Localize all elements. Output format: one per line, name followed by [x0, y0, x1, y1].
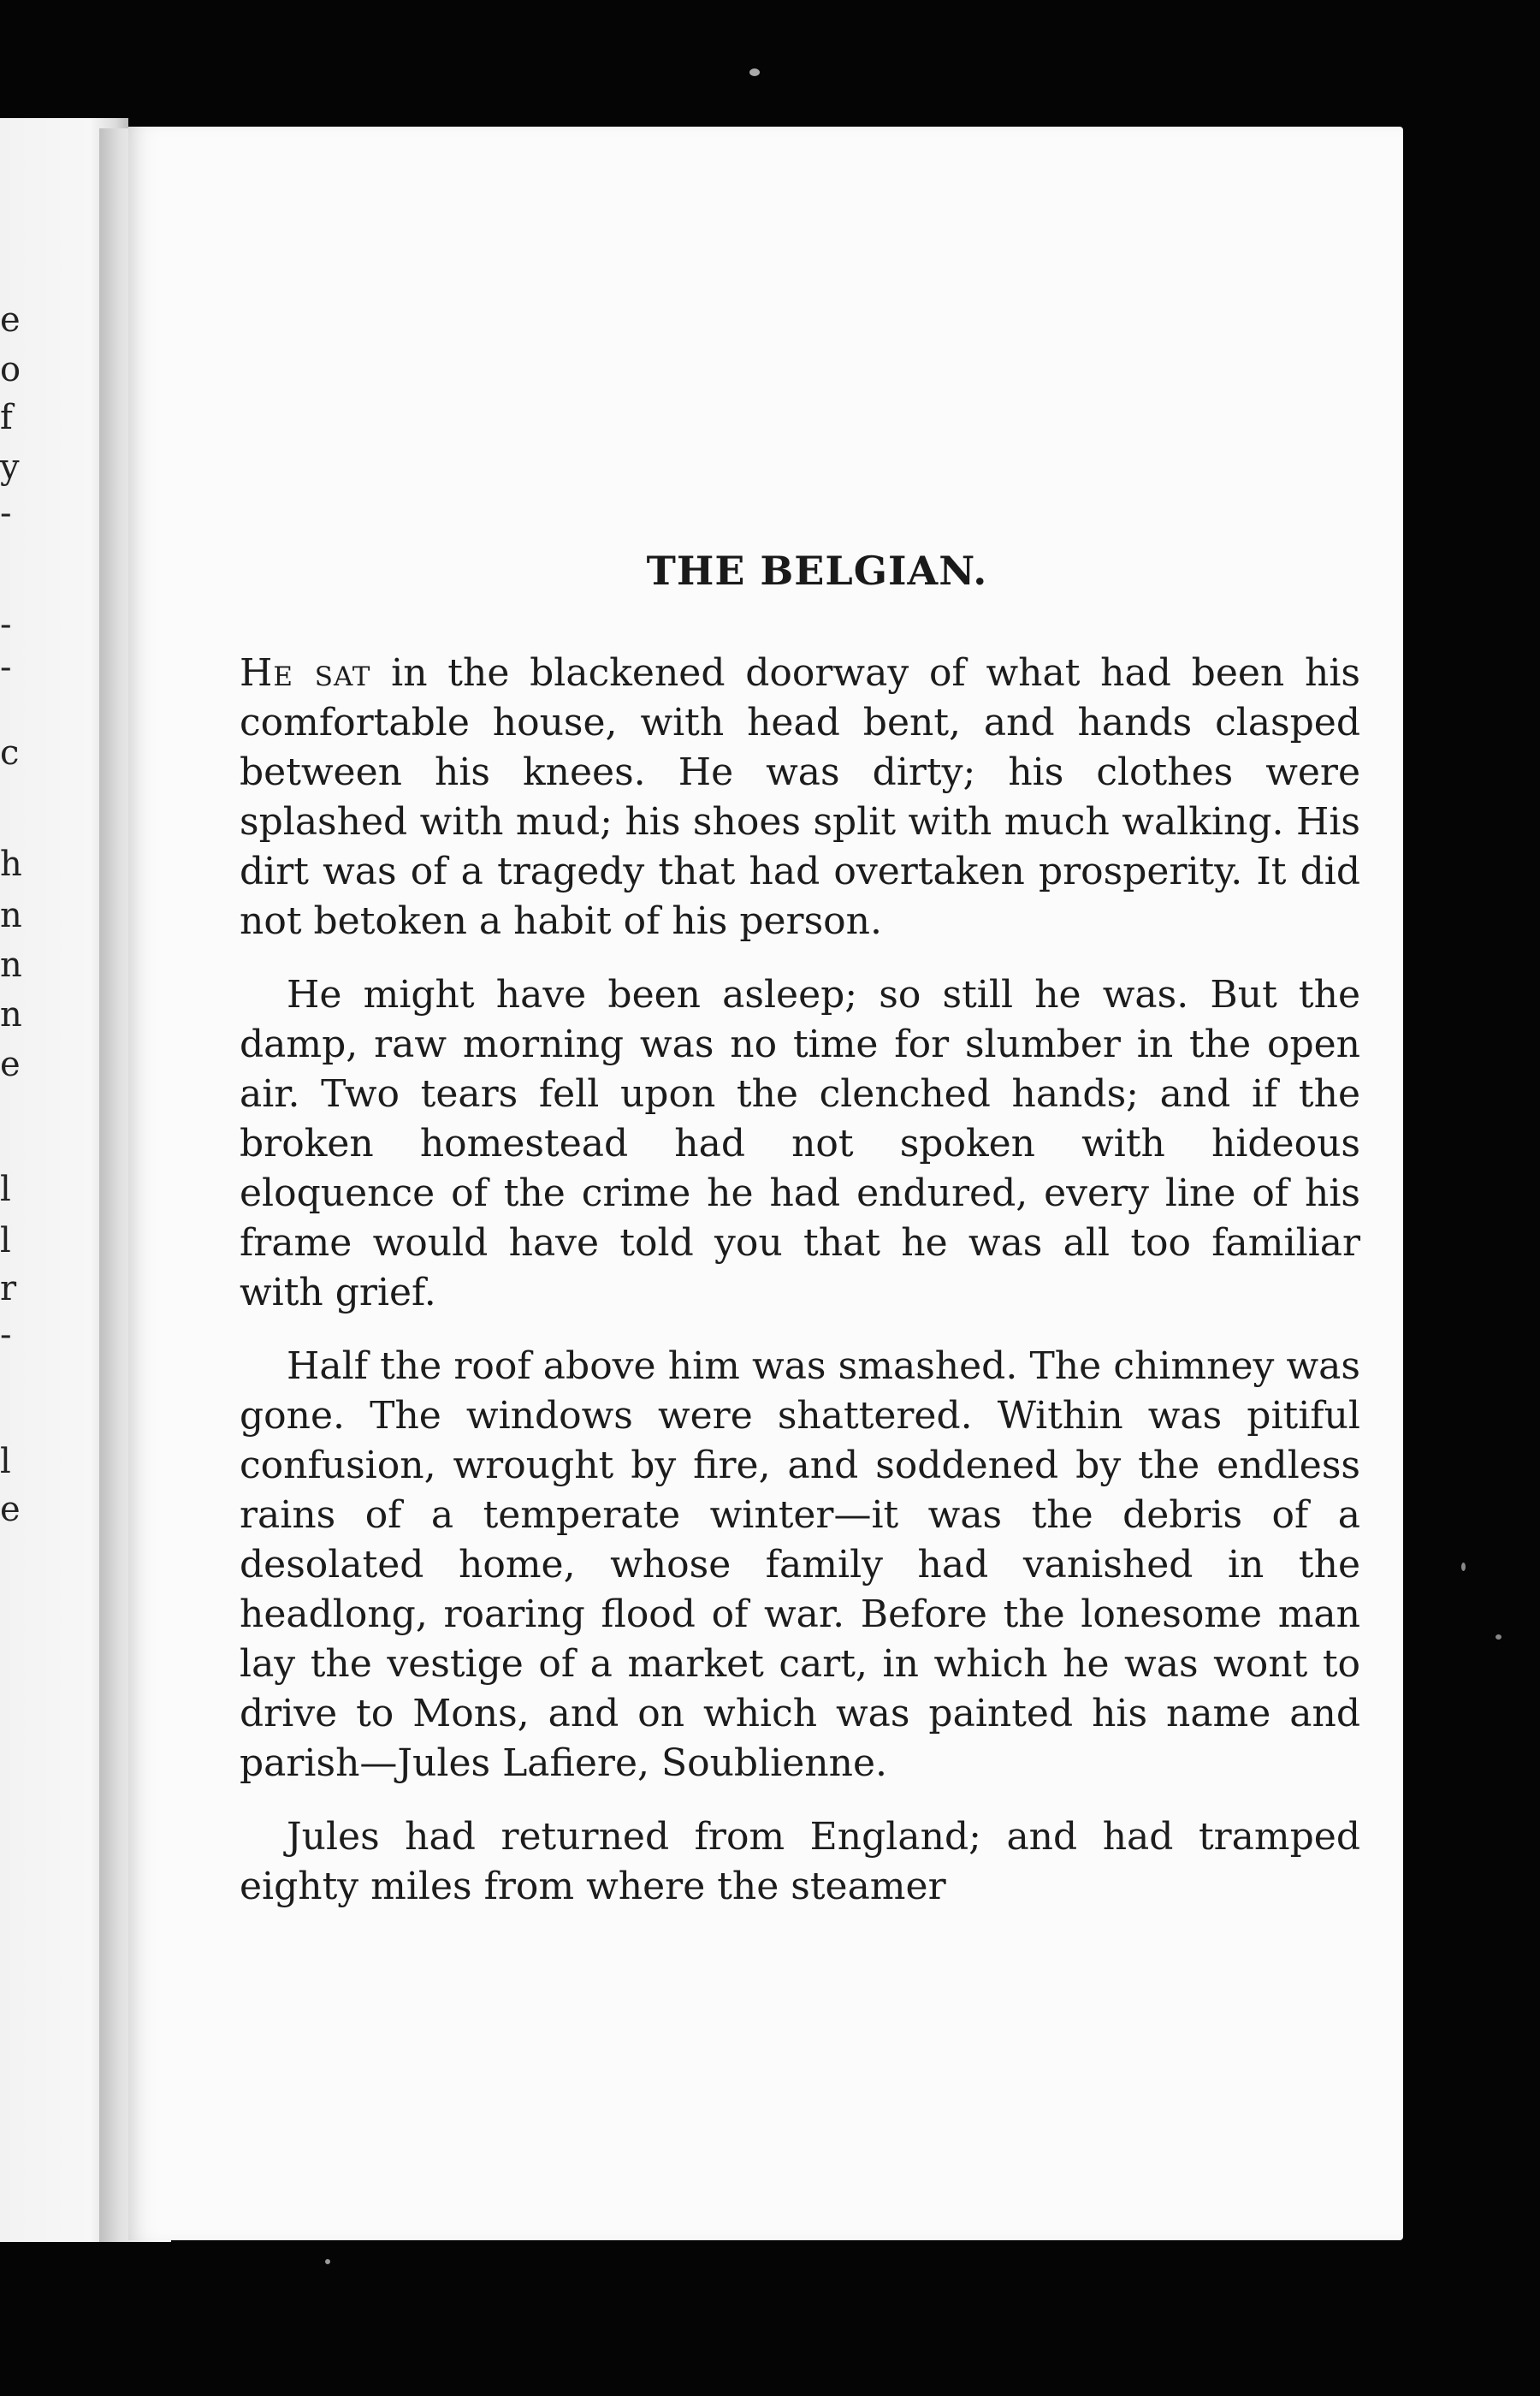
left-fragment: l [0, 1221, 11, 1260]
left-fragment: h [0, 845, 22, 884]
paragraph-text: in the blackened doorway of what had been his comfortable house, with head bent, and hands clasped between his knees. He was dirty; his clothes were splashed with mud; his shoes split with much walking. His dirt was of a tragedy that had overtaken prosperity. It did not betoken a habit of his person. [240, 651, 1360, 943]
scan-speck [325, 2259, 330, 2264]
left-fragment: e [0, 1045, 21, 1084]
scan-speck [1461, 1563, 1466, 1571]
left-fragment: o [0, 350, 21, 389]
scan-speck [1496, 1634, 1502, 1640]
left-fragment: n [0, 896, 22, 935]
right-page [128, 127, 1403, 2240]
scan-speck [749, 68, 760, 76]
left-fragment: f [0, 398, 13, 437]
left-fragment: n [0, 946, 22, 985]
left-fragment: - [0, 1315, 12, 1355]
chapter-title: THE BELGIAN. [646, 548, 988, 594]
paragraph-1 [240, 649, 1360, 946]
left-fragment: n [0, 995, 22, 1035]
left-fragment: e [0, 1490, 21, 1529]
paragraph-lead-smallcaps: He sat [240, 651, 371, 695]
left-fragment: e [0, 300, 21, 340]
left-fragment: - [0, 648, 12, 687]
chapter-body [240, 649, 1360, 1936]
paragraph-2: He might have been asleep; so still he was. But the damp, raw morning was no time for slumber in the open air. Two tears fell upon the clenched hands; and if the broken homestead had not spoken with hideous eloquence of the crime he had endured, every line of his frame would have told you that he was all too familiar with grief. [240, 973, 1360, 1314]
paragraph-4: Jules had returned from England; and had tramped eighty miles from where the steamer [240, 1815, 1360, 1908]
left-fragment: l [0, 1170, 11, 1209]
left-fragment: - [0, 605, 12, 644]
left-fragment: c [0, 733, 20, 773]
left-fragment: l [0, 1442, 11, 1481]
left-fragment: r [0, 1269, 17, 1308]
left-fragment: - [0, 494, 12, 533]
left-fragment: y [0, 448, 20, 487]
paragraph-3: Half the roof above him was smashed. The chimney was gone. The windows were shattered. Within was pitiful confusion, wrought by fire, and soddened by the endless rains of a temperate winter—it was the debris of a desolated home, whose family had vanished in the headlong, roaring flood of war. Before the lonesome man lay the vestige of a market cart, in which he was wont to drive to Mons, and on which was painted his name and parish—Jules Lafiere, Soublienne. [240, 1344, 1360, 1785]
